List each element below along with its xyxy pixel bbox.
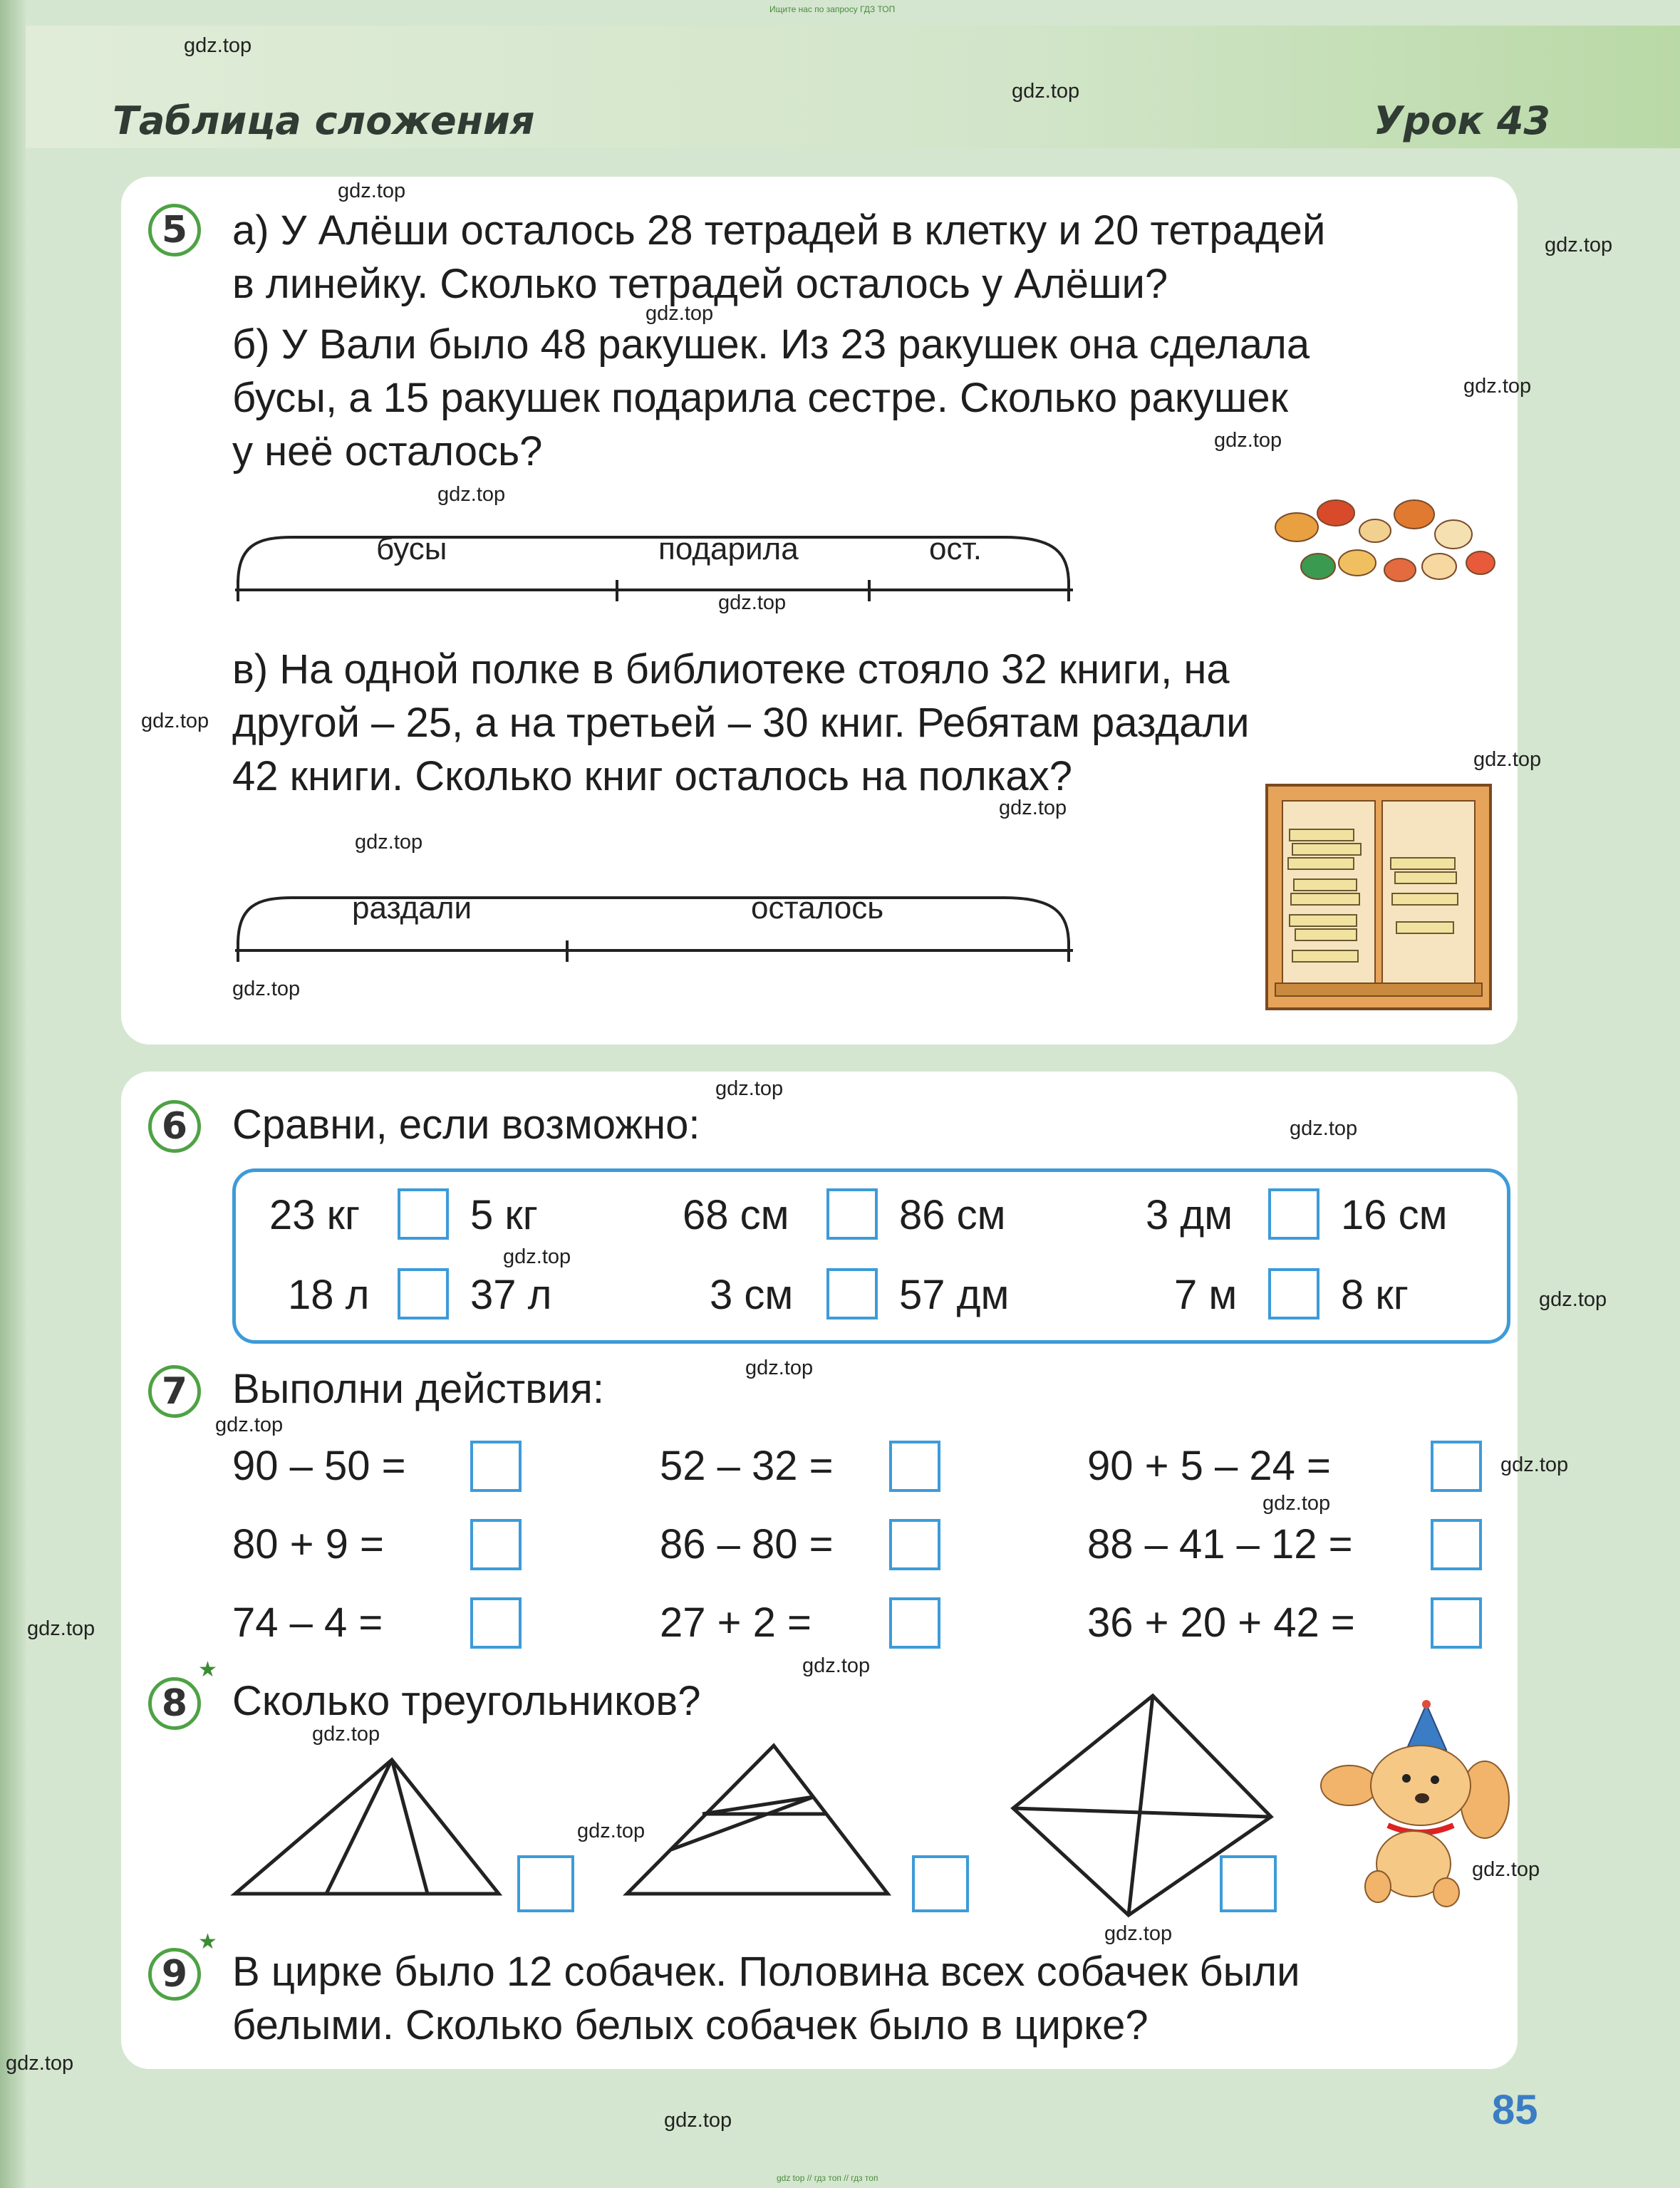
watermark: gdz.top [1473, 748, 1542, 771]
compare-answer-box[interactable] [1268, 1188, 1319, 1240]
watermark: gdz.top [1104, 1922, 1173, 1945]
watermark: gdz.top [437, 483, 506, 506]
expression: 80 + 9 = [232, 1521, 384, 1567]
expression-answer-box[interactable] [889, 1441, 940, 1492]
expression: 27 + 2 = [660, 1599, 812, 1646]
watermark: gdz.top [802, 1654, 871, 1677]
compare-left: 7 м [1174, 1272, 1238, 1318]
compare-answer-box[interactable] [398, 1268, 449, 1319]
triangles-answer-box[interactable] [517, 1855, 574, 1912]
watermark: gdz.top [577, 1820, 645, 1842]
task7-number: 7 [148, 1365, 201, 1418]
diagram-v-label-razdali: раздали [352, 891, 472, 926]
task7-prompt: Выполни действия: [232, 1366, 604, 1412]
triangle-figure-1 [235, 1760, 499, 1894]
watermark: gdz.top [1214, 429, 1282, 452]
expression: 74 – 4 = [232, 1599, 383, 1646]
watermark: gdz.top [215, 1414, 284, 1436]
task9-number: 9 [148, 1948, 201, 2001]
diagram-b-label-ost: ост. [929, 532, 982, 566]
bottom-note: gdz top // гдз топ // гдз топ [777, 2173, 878, 2183]
watermark: gdz.top [1012, 80, 1080, 103]
watermark: gdz.top [1539, 1288, 1607, 1311]
watermark: gdz.top [1290, 1117, 1358, 1140]
watermark: gdz.top [645, 302, 714, 325]
triangles-answer-box[interactable] [912, 1855, 969, 1912]
compare-left: 18 л [288, 1272, 370, 1318]
watermark: gdz.top [27, 1617, 95, 1640]
expression-answer-box[interactable] [470, 1519, 522, 1570]
expression: 52 – 32 = [660, 1443, 834, 1489]
watermark: gdz.top [355, 831, 423, 854]
bookshelf-illustration [1261, 779, 1496, 1015]
compare-right: 16 см [1341, 1192, 1448, 1238]
triangles-answer-box[interactable] [1220, 1855, 1277, 1912]
expression-answer-box[interactable] [889, 1519, 940, 1570]
compare-left: 68 см [683, 1192, 789, 1238]
expression: 90 – 50 = [232, 1443, 406, 1489]
watermark: gdz.top [184, 34, 252, 57]
task5-number: 5 [148, 204, 201, 256]
watermark: gdz.top [1262, 1492, 1331, 1515]
expression-answer-box[interactable] [889, 1597, 940, 1649]
watermark: gdz.top [664, 2109, 732, 2132]
watermark: gdz.top [745, 1357, 814, 1379]
task6-prompt: Сравни, если возможно: [232, 1101, 700, 1148]
expression-answer-box[interactable] [470, 1597, 522, 1649]
section-title: Таблица сложения [113, 98, 535, 143]
task8-number: 8 [148, 1677, 201, 1730]
watermark: gdz.top [1472, 1858, 1540, 1881]
page-number: 85 [1492, 2087, 1538, 2133]
watermark: gdz.top [312, 1723, 380, 1746]
watermark: gdz.top [1463, 375, 1532, 398]
book-spine [0, 0, 26, 2188]
compare-left: 3 см [710, 1272, 794, 1318]
expression: 88 – 41 – 12 = [1087, 1521, 1353, 1567]
diagram-b-label-podarila: подарила [658, 532, 799, 566]
star-icon: ★ [198, 1930, 217, 1954]
watermark: gdz.top [715, 1077, 784, 1100]
compare-left: 23 кг [269, 1192, 361, 1238]
task6-number: 6 [148, 1100, 201, 1153]
expression-answer-box[interactable] [1431, 1519, 1482, 1570]
expression-answer-box[interactable] [1431, 1441, 1482, 1492]
watermark: gdz.top [1500, 1453, 1569, 1476]
expression: 86 – 80 = [660, 1521, 834, 1567]
top-note: Ищите нас по запросу ГДЗ ТОП [769, 4, 896, 14]
triangle-figure-2 [627, 1746, 888, 1894]
compare-right: 86 см [899, 1192, 1006, 1238]
party-hat-icon [1406, 1704, 1446, 1750]
star-icon: ★ [198, 1658, 217, 1681]
expression-answer-box[interactable] [1431, 1597, 1482, 1649]
task5-part-v: в) На одной полке в библиотеке стояло 32 книги, на другой – 25, а на третьей – 30 книг. Ребятам раздали 42 книги. Сколько книг осталось на полках? [232, 646, 1250, 799]
watermark: gdz.top [338, 180, 406, 202]
compare-answer-box[interactable] [826, 1188, 878, 1240]
compare-right: 37 л [470, 1272, 552, 1318]
task8-prompt: Сколько треугольников? [232, 1678, 701, 1724]
watermark: gdz.top [232, 978, 301, 1000]
watermark: gdz.top [718, 591, 787, 614]
shells-illustration [1268, 492, 1503, 591]
watermark: gdz.top [6, 2052, 74, 2075]
lesson-title: Урок 43 [1374, 98, 1550, 143]
diagram-v-label-ostalos: осталось [751, 891, 884, 926]
compare-right: 8 кг [1341, 1272, 1409, 1318]
task9-text: В цирке было 12 собачек. Половина всех собачек были белыми. Сколько белых собачек было в цирке? [232, 1949, 1300, 2048]
watermark: gdz.top [503, 1245, 571, 1268]
expression: 90 + 5 – 24 = [1087, 1443, 1331, 1489]
task5-part-a: а) У Алёши осталось 28 тетрадей в клетку и 20 тетрадей в линейку. Сколько тетрадей осталось у Алёши? [232, 207, 1326, 307]
watermark: gdz.top [1545, 234, 1613, 256]
compare-answer-box[interactable] [1268, 1268, 1319, 1319]
diagram-b-label-busy: бусы [376, 532, 447, 566]
triangles-figures [214, 1689, 1339, 1931]
expression-answer-box[interactable] [470, 1441, 522, 1492]
task5-part-b: б) У Вали было 48 ракушек. Из 23 ракушек она сделала бусы, а 15 ракушек подарила сестре. Сколько ракушек у неё осталось? [232, 321, 1310, 475]
compare-left: 3 дм [1146, 1192, 1233, 1238]
compare-answer-box[interactable] [826, 1268, 878, 1319]
compare-answer-box[interactable] [398, 1188, 449, 1240]
compare-right: 57 дм [899, 1272, 1010, 1318]
compare-right: 5 кг [470, 1192, 538, 1238]
puppy-illustration [1307, 1700, 1520, 1914]
watermark: gdz.top [141, 710, 209, 732]
expression: 36 + 20 + 42 = [1087, 1599, 1355, 1646]
watermark: gdz.top [999, 797, 1067, 819]
